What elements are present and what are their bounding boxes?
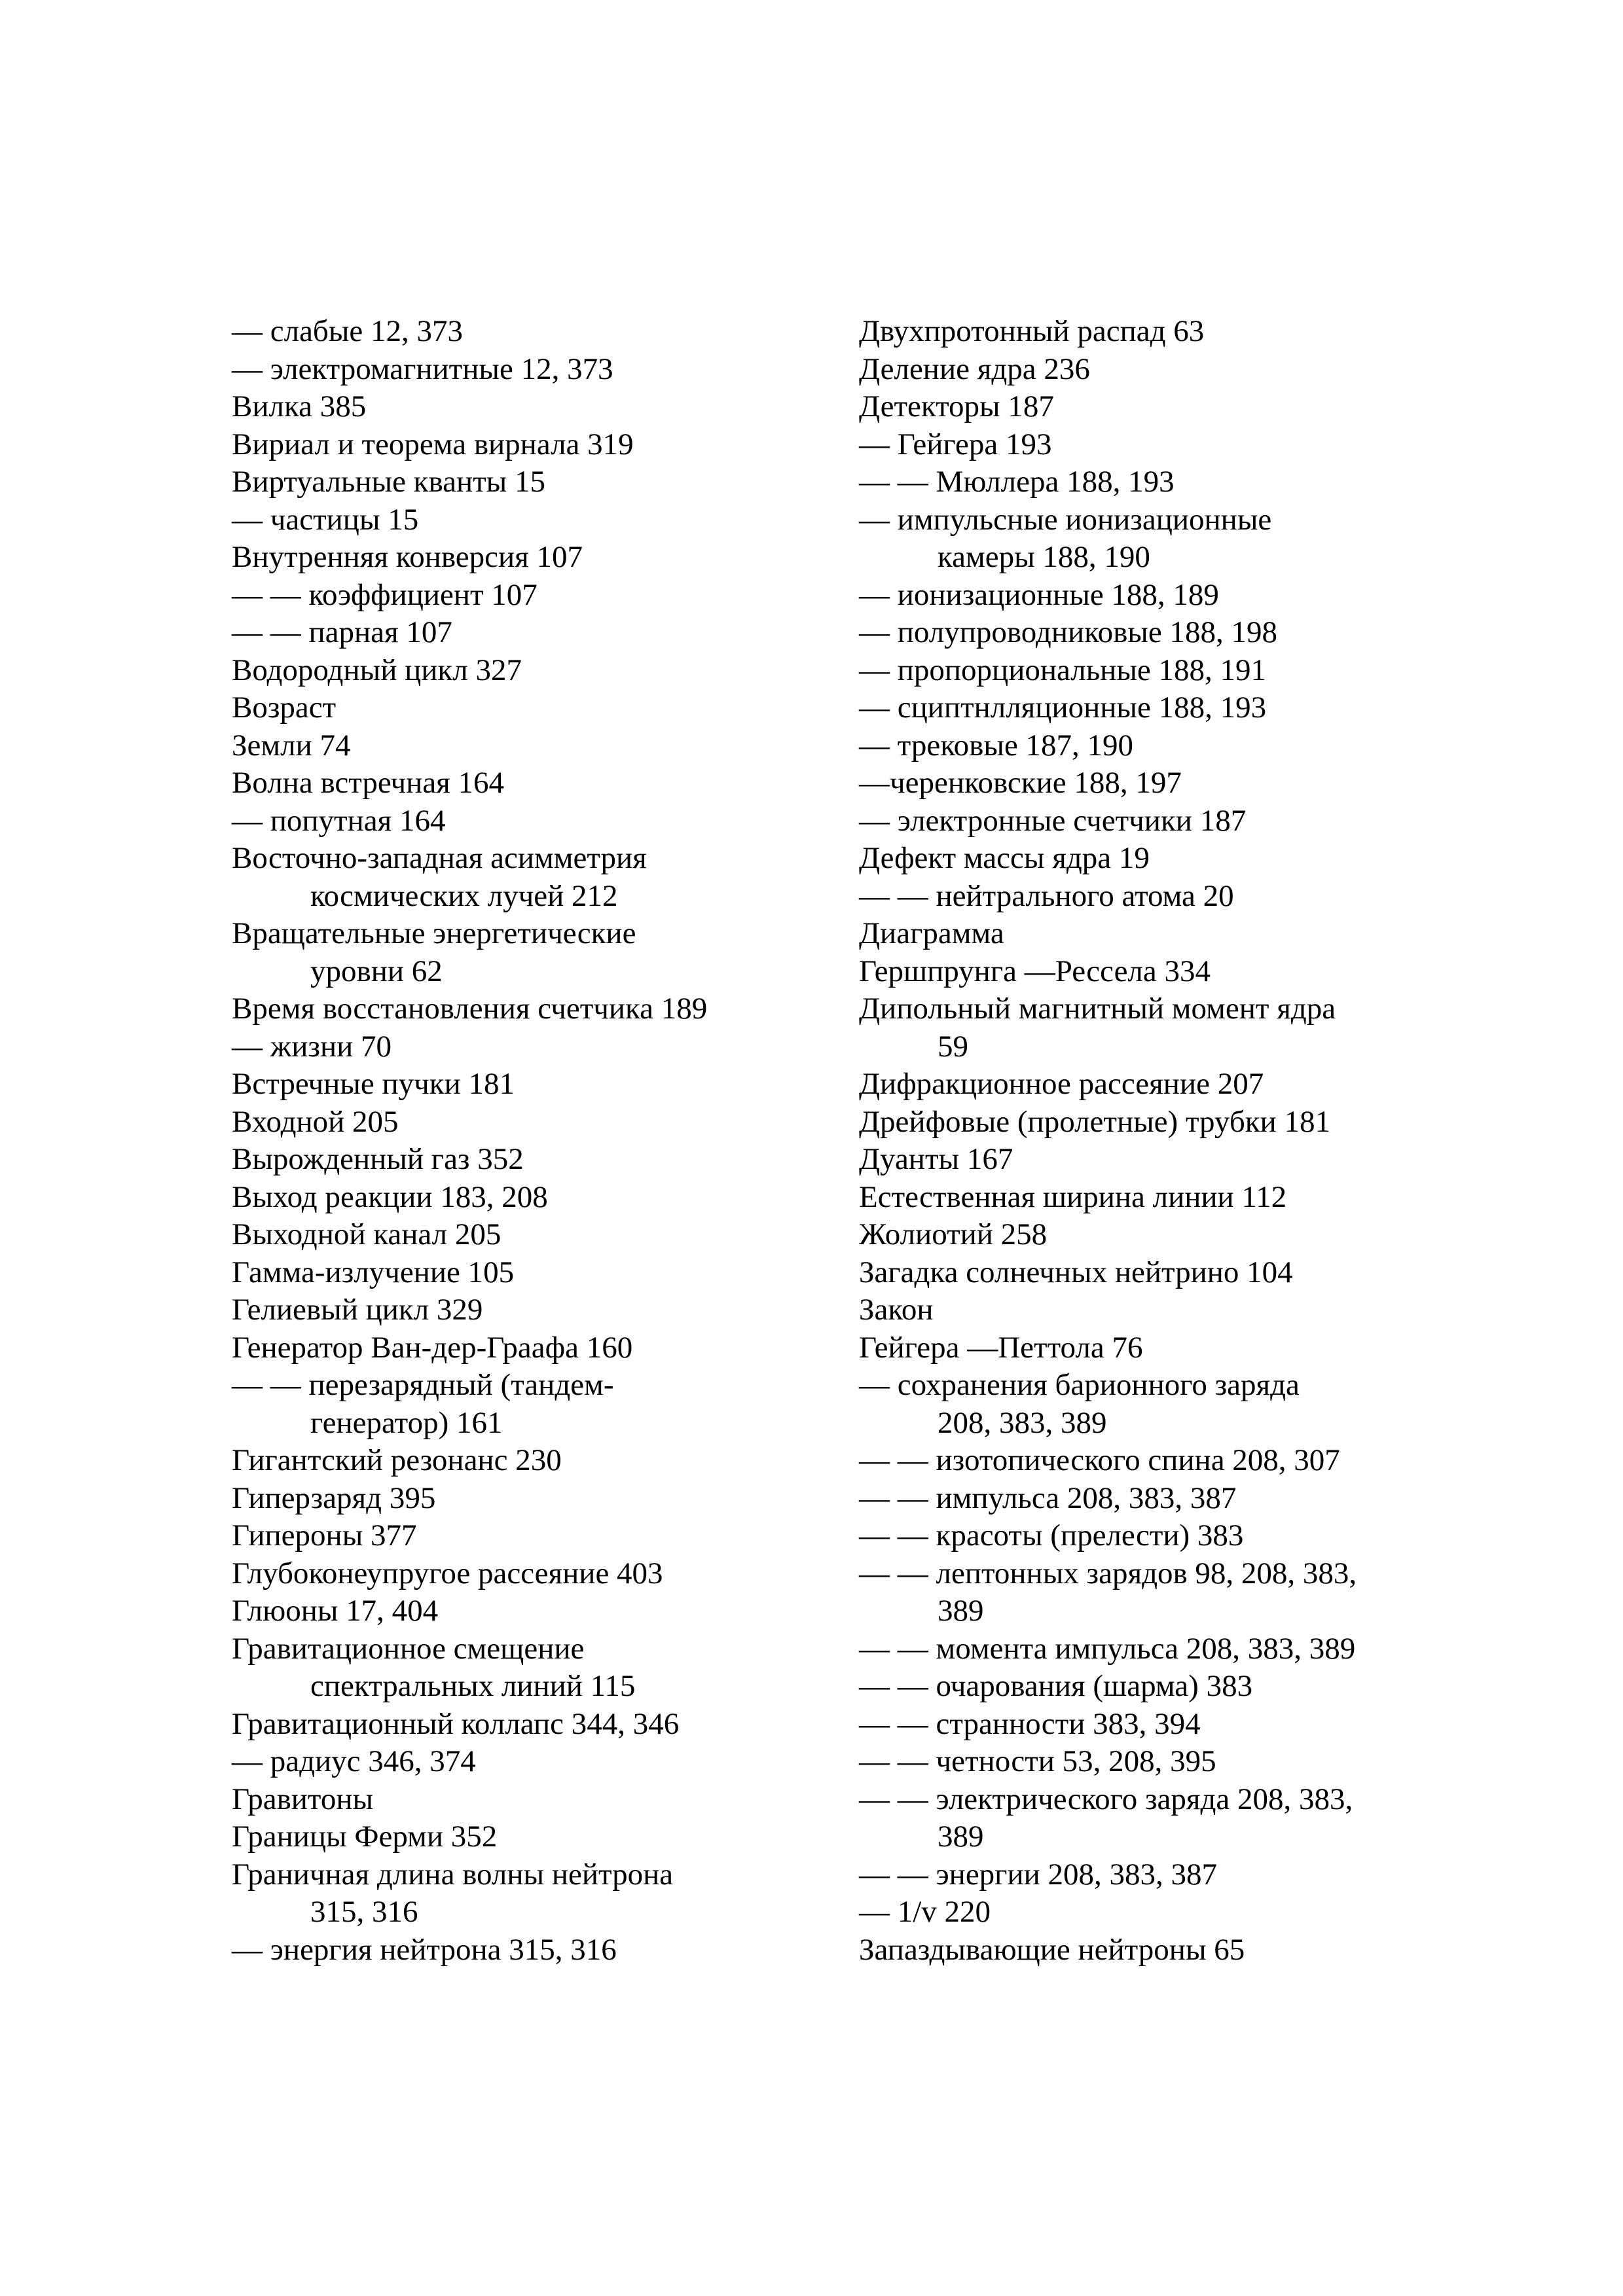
index-entry: —черенковские 188, 197 [859, 766, 1182, 800]
index-entry: Вилка 385 [232, 389, 367, 423]
index-entry-continuation: 389 [938, 1594, 984, 1628]
index-entry: — — парная 107 [232, 615, 452, 649]
index-entry: Диаграмма [859, 916, 1004, 950]
index-entry: Вращательные энергетические [232, 916, 636, 950]
index-entry: Гипероны 377 [232, 1518, 417, 1552]
index-entry: — Гейгера 193 [859, 427, 1052, 461]
index-entry: Виртуальные кванты 15 [232, 465, 545, 499]
index-entry: — электронные счетчики 187 [859, 803, 1247, 838]
index-entry-continuation: 59 [938, 1029, 968, 1064]
index-entry: — сциптнлляционные 188, 193 [859, 691, 1267, 725]
index-entry: — — нейтрального атома 20 [859, 878, 1234, 913]
index-entry: Восточно-западная асимметрия [232, 841, 647, 875]
index-entry: — электромагнитные 12, 373 [232, 351, 613, 386]
index-entry: Гигантский резонанс 230 [232, 1443, 562, 1477]
index-entry: Гелиевый цикл 329 [232, 1293, 483, 1327]
index-entry: — 1/v 220 [859, 1895, 991, 1929]
index-entry: Гравитоны [232, 1782, 374, 1816]
index-entry-continuation: космических лучей 212 [310, 878, 618, 913]
index-entry: Граничная длина волны нейтрона [232, 1857, 674, 1892]
index-entry: Волна встречная 164 [232, 766, 505, 800]
index-entry: — сохранения барионного заряда [859, 1368, 1300, 1402]
index-entry: — — очарования (шарма) 383 [859, 1669, 1253, 1703]
index-entry-continuation: 208, 383, 389 [938, 1405, 1107, 1440]
index-entry: — — лептонных зарядов 98, 208, 383, [859, 1556, 1357, 1590]
index-entry: — частицы 15 [232, 502, 419, 537]
index-column-left [232, 313, 860, 1969]
index-entry: Время восстановления счетчика 189 [232, 992, 708, 1026]
index-entry: — энергия нейтрона 315, 316 [232, 1932, 617, 1967]
index-entry: — трековые 187, 190 [859, 728, 1134, 762]
index-entry-continuation: 315, 316 [310, 1895, 418, 1929]
index-entry: Водородный цикл 327 [232, 653, 522, 687]
index-entry: — — странности 383, 394 [859, 1706, 1201, 1741]
index-entry: Естественная ширина линии 112 [859, 1179, 1287, 1214]
index-entry: Дефект массы ядра 19 [859, 841, 1150, 875]
index-entry: Дуанты 167 [859, 1142, 1013, 1176]
index-entry: Гамма-излучение 105 [232, 1255, 515, 1289]
index-entry: Глюоны 17, 404 [232, 1594, 439, 1628]
index-entry: — импульсные ионизационные [859, 502, 1272, 537]
index-entry-continuation: спектральных линий 115 [310, 1669, 636, 1703]
index-entry: — — момента импульса 208, 383, 389 [859, 1631, 1356, 1666]
index-entry: Закон [859, 1293, 934, 1327]
index-entry: Внутренняя конверсия 107 [232, 540, 583, 574]
index-entry: Встречные пучки 181 [232, 1067, 515, 1101]
index-column-right [859, 313, 1487, 1969]
index-entry: Выход реакции 183, 208 [232, 1179, 548, 1214]
index-entry: Земли 74 [232, 728, 351, 762]
index-entry-continuation: уровни 62 [310, 954, 443, 988]
index-entry: Запаздывающие нейтроны 65 [859, 1932, 1245, 1967]
index-entry: — пропорциональные 188, 191 [859, 653, 1267, 687]
index-entry: Дипольный магнитный момент ядра [859, 992, 1336, 1026]
index-entry: Гиперзаряд 395 [232, 1480, 436, 1515]
index-entry: Вырожденный газ 352 [232, 1142, 524, 1176]
index-entry: — — красоты (прелести) 383 [859, 1518, 1244, 1552]
index-entry: Дифракционное рассеяние 207 [859, 1067, 1264, 1101]
index-entry: Гершпрунга —Рессела 334 [859, 954, 1211, 988]
index-entry: Дрейфовые (пролетные) трубки 181 [859, 1104, 1330, 1139]
index-entry: Генератор Ван-дер-Граафа 160 [232, 1330, 633, 1365]
index-entry: — — перезарядный (тандем- [232, 1368, 614, 1402]
index-entry: Вириал и теорема вирнала 319 [232, 427, 634, 461]
index-entry: Жолиотий 258 [859, 1217, 1048, 1251]
index-entry: — — изотопического спина 208, 307 [859, 1443, 1340, 1477]
index-entry: Деление ядра 236 [859, 351, 1090, 386]
index-entry: — попутная 164 [232, 803, 446, 838]
index-entry: Входной 205 [232, 1104, 399, 1139]
index-entry: Детекторы 187 [859, 389, 1054, 423]
index-entry: — полупроводниковые 188, 198 [859, 615, 1277, 649]
index-entry: — — энергии 208, 383, 387 [859, 1857, 1218, 1892]
index-entry: Глубоконеупругое рассеяние 403 [232, 1556, 663, 1590]
index-entry: — — импульса 208, 383, 387 [859, 1480, 1237, 1515]
index-entry: Границы Ферми 352 [232, 1820, 498, 1854]
index-entry: — ионизационные 188, 189 [859, 577, 1219, 612]
index-entry: — радиус 346, 374 [232, 1744, 476, 1778]
index-entry: Гравитационное смещение [232, 1631, 585, 1666]
index-entry: — слабые 12, 373 [232, 314, 464, 348]
index-entry: — — Мюллера 188, 193 [859, 465, 1175, 499]
index-entry: — — электрического заряда 208, 383, [859, 1782, 1353, 1816]
index-entry: Выходной канал 205 [232, 1217, 501, 1251]
index-entry: Гейгера —Петтола 76 [859, 1330, 1143, 1365]
index-entry: Загадка солнечных нейтрино 104 [859, 1255, 1293, 1289]
index-entry: Возраст [232, 691, 337, 725]
index-entry: Гравитационный коллапс 344, 346 [232, 1706, 680, 1741]
index-entry: — — четности 53, 208, 395 [859, 1744, 1216, 1778]
index-entry-continuation: генератор) 161 [310, 1405, 503, 1440]
index-entry-continuation: 389 [938, 1820, 984, 1854]
index-entry: — — коэффициент 107 [232, 577, 538, 612]
index-entry: — жизни 70 [232, 1029, 392, 1064]
index-entry: Двухпротонный распад 63 [859, 314, 1205, 348]
index-entry-continuation: камеры 188, 190 [938, 540, 1150, 574]
